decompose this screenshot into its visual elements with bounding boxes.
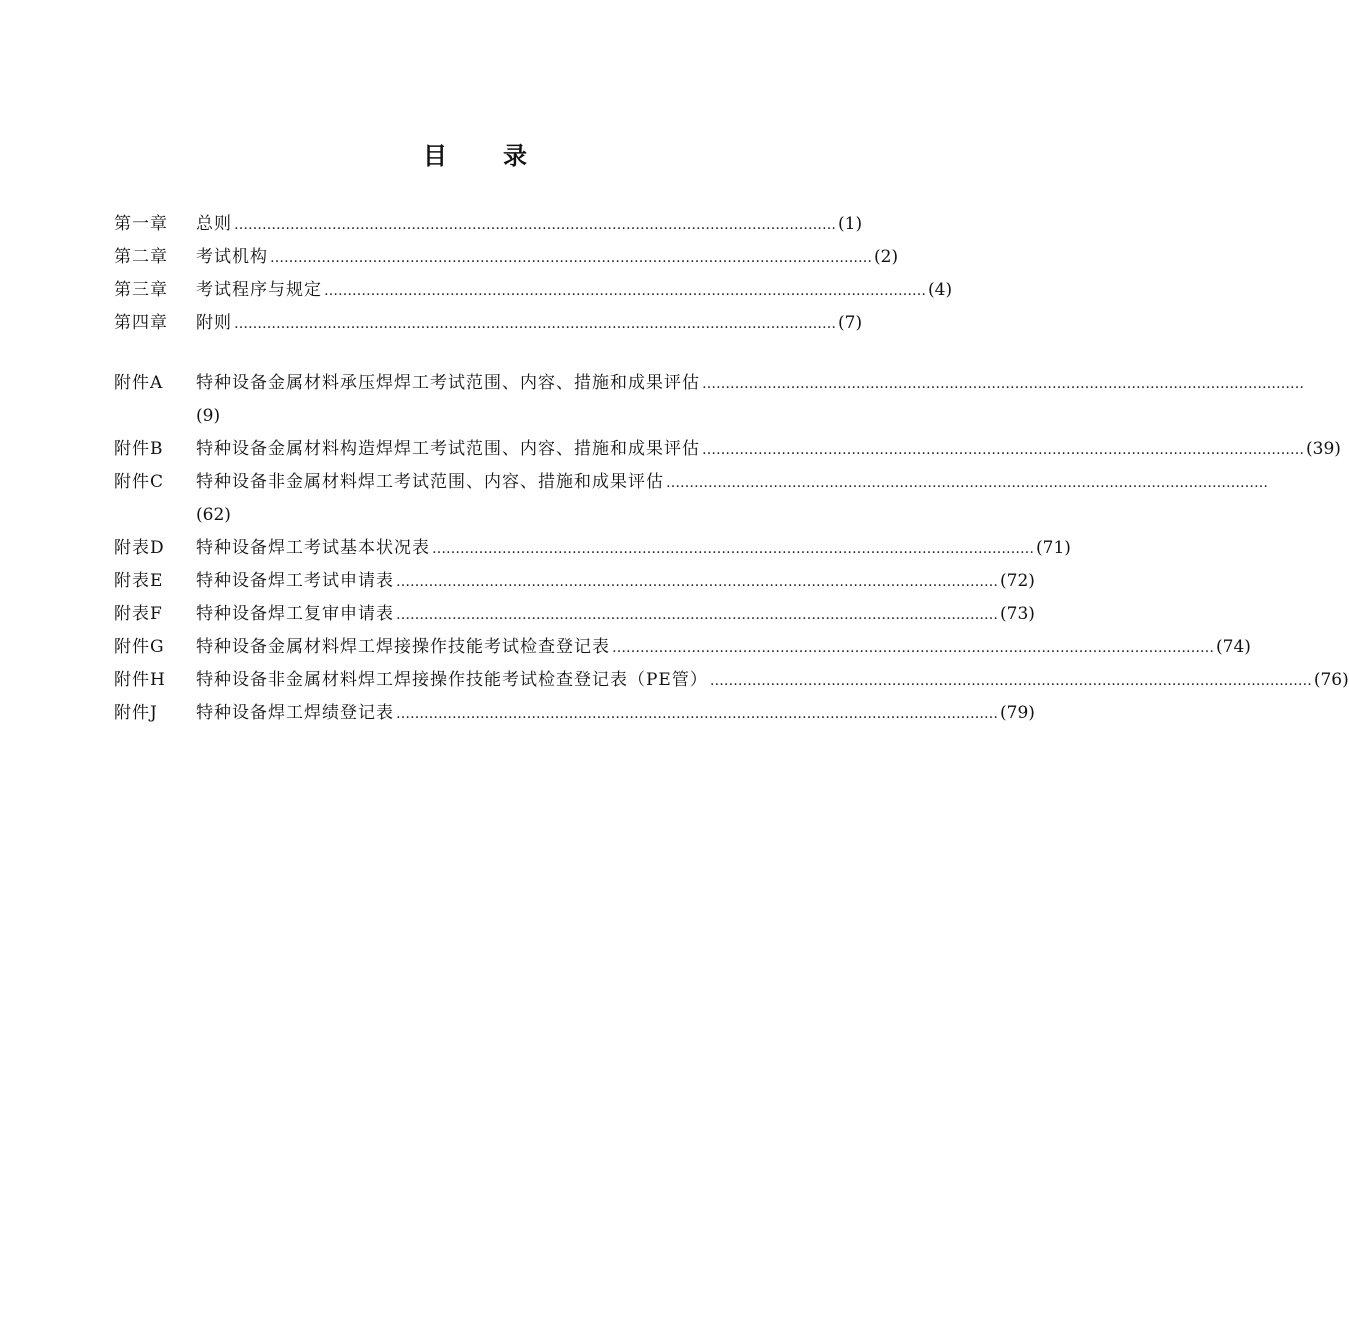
entry-page-number: (71) [1036,538,1071,558]
entry-page-number: (72) [1000,571,1035,591]
dot-leader: ………………………………………………………………………………………………………………… [396,706,998,722]
toc-entry-appendix-f[interactable] [114,601,1035,627]
dot-leader: ………………………………………………………………………………………………………………… [612,640,1214,656]
entry-title: 特种设备非金属材料焊工考试范围、内容、措施和成果评估 [196,472,664,492]
dot-leader: ………………………………………………………………………………………………………………… [702,376,1304,392]
entry-label: 附件B [114,439,164,459]
toc-entry-chapter-3[interactable] [114,277,953,303]
entry-page-number: (79) [1000,703,1035,723]
entry-title: 特种设备金属材料承压焊焊工考试范围、内容、措施和成果评估 [196,373,700,393]
entry-page-number-wrapped: (9) [196,406,221,426]
dot-leader: ………………………………………………………………………………………………………………… [234,316,836,332]
entry-page-number: (7) [838,313,863,333]
entry-title: 特种设备焊工复审申请表 [196,604,394,624]
entry-label: 附件G [114,637,165,657]
dot-leader: ………………………………………………………………………………………………………………… [324,283,926,299]
entry-title: 特种设备非金属材料焊工焊接操作技能考试检查登记表（PE管） [196,670,708,690]
dot-leader: ………………………………………………………………………………………………………………… [396,574,998,590]
entry-page-number: (1) [838,214,863,234]
page-title [0,136,950,171]
toc-entry-appendix-d[interactable] [114,535,1071,561]
toc-entry-appendix-h[interactable] [114,667,1349,693]
toc-entry-appendix-b[interactable] [114,436,1341,462]
dot-leader: ………………………………………………………………………………………………………………… [702,442,1304,458]
entry-label: 附表D [114,538,165,558]
entry-page-number: (2) [874,247,899,267]
entry-label: 第四章 [114,313,168,333]
entry-page-number: (39) [1306,439,1341,459]
dot-leader: ………………………………………………………………………………………………………………… [709,673,1312,689]
entry-label: 附件A [114,373,164,393]
entry-title: 考试程序与规定 [196,280,322,300]
entry-label: 第三章 [114,280,168,300]
entry-page-number: (74) [1216,637,1251,657]
dot-leader: ………………………………………………………………………………………………………………… [396,607,998,623]
dot-leader: ………………………………………………………………………………………………………………… [270,250,872,266]
toc-entry-appendix-a[interactable] [114,370,1304,396]
entry-label: 第二章 [114,247,168,267]
entry-page-number: (73) [1000,604,1035,624]
entry-title: 附则 [196,313,232,333]
entry-title: 特种设备焊工焊绩登记表 [196,703,394,723]
entry-title: 考试机构 [196,247,268,267]
entry-page-number-wrapped: (62) [196,505,231,525]
dot-leader: ………………………………………………………………………………………………………………… [234,217,836,233]
entry-label: 附件J [114,703,158,723]
entry-label: 附件C [114,472,165,492]
entry-title: 总则 [196,214,232,234]
toc-entry-appendix-j[interactable] [114,700,1035,726]
toc-entry-appendix-c[interactable] [114,469,1268,495]
dot-leader: ………………………………………………………………………………………………………………… [432,541,1034,557]
entry-label: 附表F [114,604,163,624]
entry-title: 特种设备焊工考试基本状况表 [196,538,430,558]
toc-entry-chapter-1[interactable] [114,211,863,237]
entry-title: 特种设备金属材料焊工焊接操作技能考试检查登记表 [196,637,610,657]
toc-entry-chapter-4[interactable] [114,310,863,336]
entry-label: 第一章 [114,214,168,234]
toc-entry-chapter-2[interactable] [114,244,899,270]
entry-page-number: (4) [928,280,953,300]
toc-entry-appendix-e[interactable] [114,568,1035,594]
entry-title: 特种设备焊工考试申请表 [196,571,394,591]
entry-title: 特种设备金属材料构造焊焊工考试范围、内容、措施和成果评估 [196,439,700,459]
toc-entry-appendix-g[interactable] [114,634,1251,660]
entry-label: 附表E [114,571,164,591]
entry-label: 附件H [114,670,166,690]
page-title-char-2: 录 [503,141,527,170]
page-title-char-1: 目 [423,141,447,170]
dot-leader: ………………………………………………………………………………………………………………… [666,475,1268,491]
entry-page-number: (76) [1313,670,1349,690]
